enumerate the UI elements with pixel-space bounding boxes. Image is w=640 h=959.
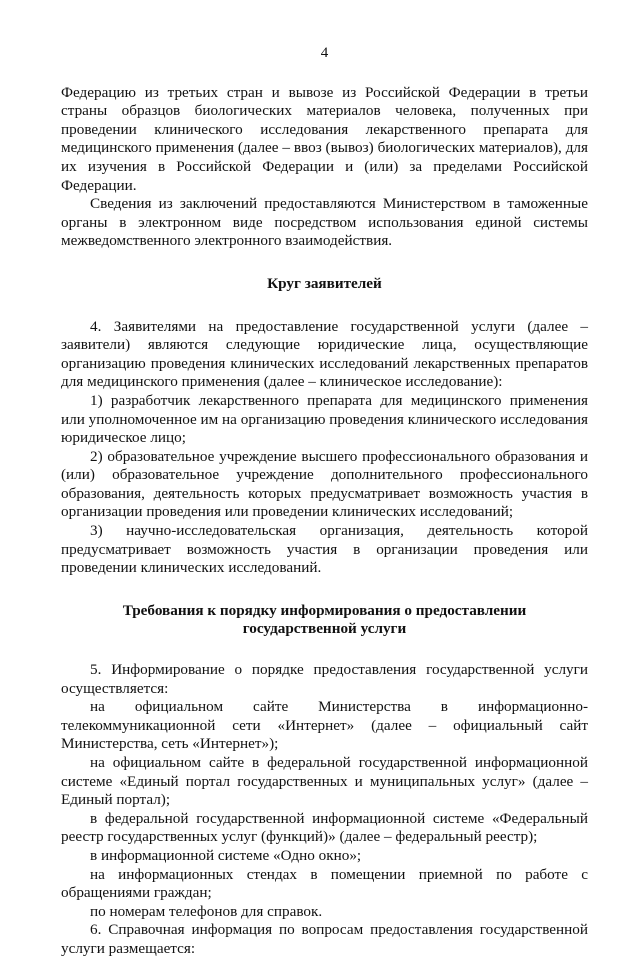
paragraph: 6. Справочная информация по вопросам предоставления государственной услуги размещается: [61, 921, 588, 957]
paragraph: 3) научно-исследовательская организация, деятельность которой предусматривает возможность участия в организации проведения или проведении клинических исследований. [61, 522, 588, 577]
paragraph: 5. Информирование о порядке предоставления государственной услуги осуществляется: [61, 661, 588, 697]
section-heading-line: государственной услуги [242, 620, 407, 638]
page-number: 4 [320, 45, 329, 61]
paragraph: в информационной системе «Одно окно»; [90, 846, 362, 864]
section-heading-line: Требования к порядку информирования о предоставлении [122, 601, 527, 619]
section-heading-applicants: Круг заявителей [267, 274, 382, 292]
paragraph: 2) образовательное учреждение высшего профессионального образования и (или) образовательное учреждение дополнительного профессионального образования, деятельность которых предусматривает возможность участия в организации проведения или проведении клинических исследований; [61, 447, 588, 521]
paragraph: на официальном сайте Министерства в информационно-телекоммуникационной сети «Интернет» (далее – официальный сайт Министерства, сеть «Интернет»); [61, 698, 588, 753]
intro-paragraph: Сведения из заключений предоставляются Министерством в таможенные органы в электронном виде посредством использования единой системы межведомственного электронного взаимодействия. [61, 195, 588, 250]
paragraph: по номерам телефонов для справок. [90, 902, 323, 920]
paragraph: на официальном сайте в федеральной государственной информационной системе «Единый портал государственных и муниципальных услуг» (далее – Единый портал); [61, 754, 588, 809]
section-heading-informing [61, 602, 588, 639]
paragraph: 1) разработчик лекарственного препарата для медицинского применения или уполномоченное им на организацию проведения клинического исследования юридическое лицо; [61, 391, 588, 447]
paragraph: на информационных стендах в помещении приемной по работе с обращениями граждан; [61, 865, 588, 902]
intro-paragraph: Федерацию из третьих стран и вывозе из Российской Федерации в третьи страны образцов биологических материалов человека, полученных при проведении клинического исследования лекарственного препарата для медицинского применения (далее – ввоз (вывоз) биологических материалов), для их изучения в Российской Федерации и (или) за пределами Российской Федерации. [61, 83, 588, 194]
paragraph: 4. Заявителями на предоставление государственной услуги (далее – заявители) являются следующие юридические лица, осуществляющие организацию проведения клинических исследований лекарственных препаратов для медицинского применения (далее – клиническое исследование): [61, 317, 588, 391]
paragraph: в федеральной государственной информационной системе «Федеральный реестр государственных услуг (функций)» (далее – федеральный реестр); [61, 809, 588, 846]
